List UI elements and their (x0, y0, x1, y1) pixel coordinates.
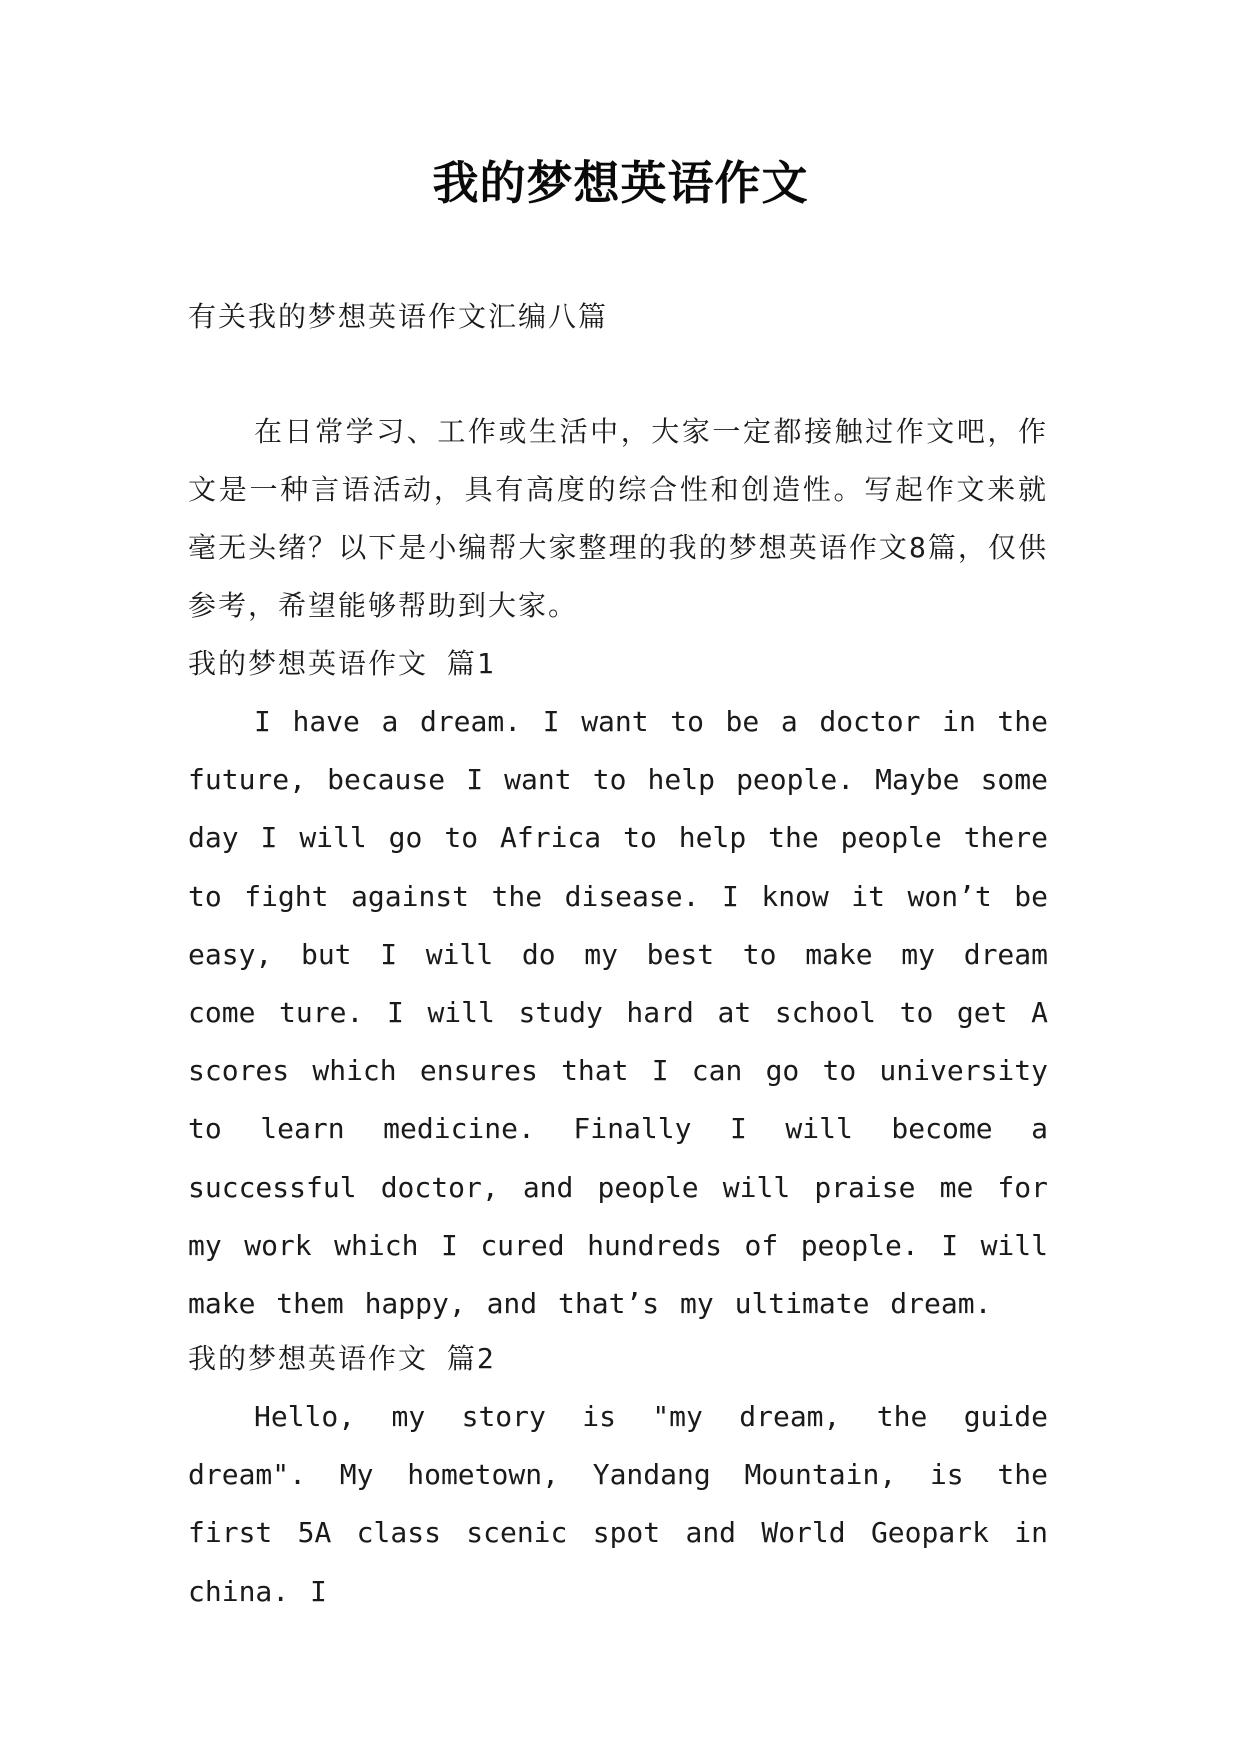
section-heading-2: 我的梦想英语作文 篇2 (188, 1342, 496, 1375)
essay-paragraph-2: Hello, my story is "my dream, the guide dream". My hometown, Yandang Mountain, is the first 5A class scenic spot and World Geopark in china. I (188, 1400, 1048, 1608)
essay-paragraph-1: I have a dream. I want to be a doctor in the future, because I want to help people. Maybe some day I will go to Africa to help the people there to fight against the disease. I know it won’t be easy, but I will do my best to make my dream come ture. I will study hard at school to get A scores which ensures that I can go to university to learn medicine. Finally I will become a successful doctor, and people will praise me for my work which I cured hundreds of people. I will make them happy, and that’s my ultimate dream. (188, 705, 1048, 1321)
section-heading-1: 我的梦想英语作文 篇1 (188, 647, 496, 680)
document-title: 我的梦想英语作文 (432, 156, 809, 210)
document-subtitle: 有关我的梦想英语作文汇编八篇 (188, 300, 609, 333)
intro-paragraph: 在日常学习、工作或生活中，大家一定都接触过作文吧，作文是一种言语活动，具有高度的综合性和创造性。写起作文来就毫无头绪？以下是小编帮大家整理的我的梦想英语作文8篇，仅供参考，希望能够帮助到大家。 (188, 415, 1048, 622)
